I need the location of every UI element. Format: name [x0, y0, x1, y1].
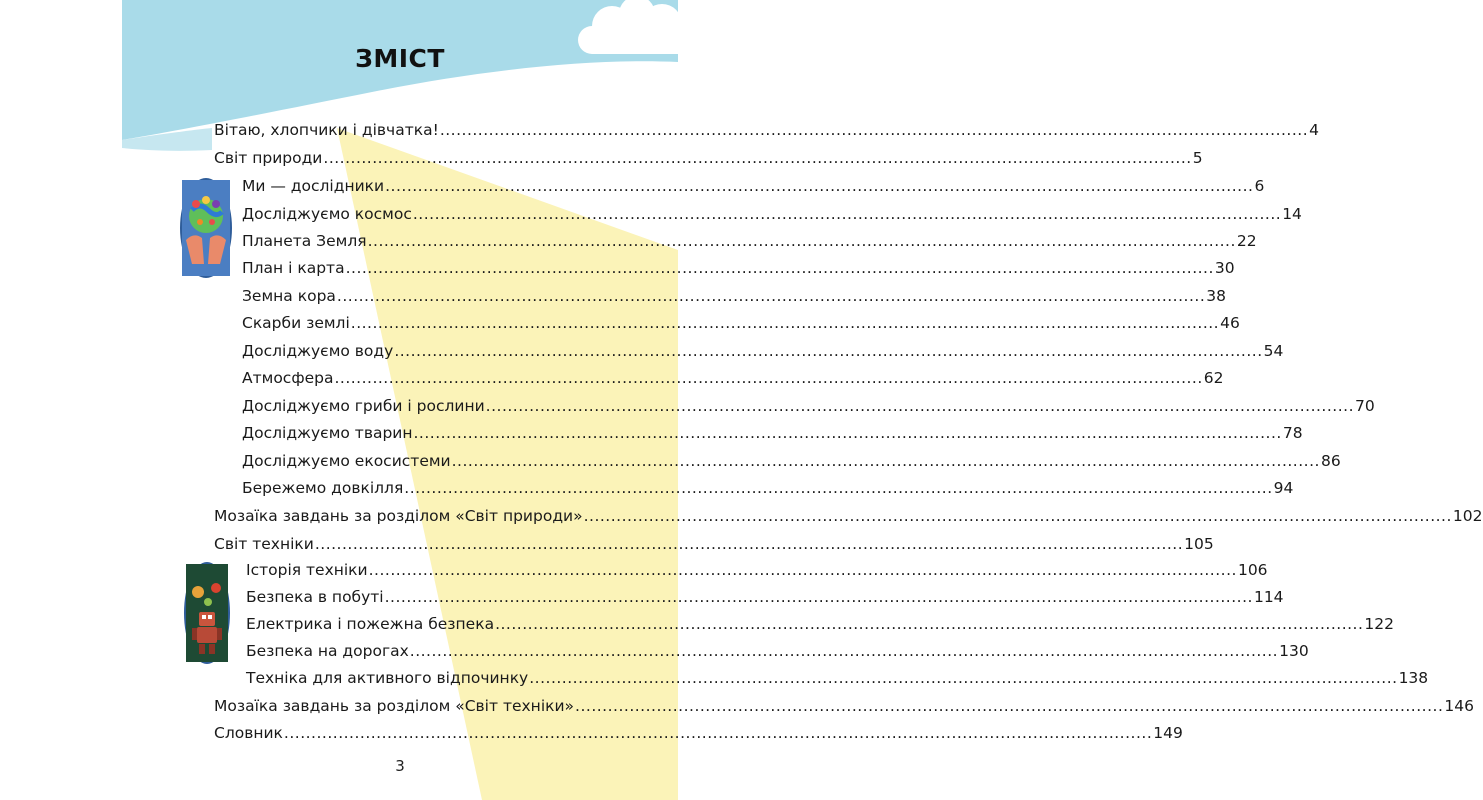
toc-entry [214, 120, 1320, 140]
toc-leader-dots: ................................................................................................................................................................ [412, 205, 1282, 223]
toc-entry [246, 587, 1284, 607]
toc-entry [246, 641, 1309, 661]
toc-entry-label: Планета Земля [242, 232, 367, 250]
book-page [122, 0, 1483, 800]
toc-leader-dots: ................................................................................................................................................................ [451, 452, 1320, 470]
toc-leader-dots: ................................................................................................................................................................ [385, 177, 1254, 195]
toc-entry-page: 46 [1220, 314, 1240, 332]
toc-leader-dots: ................................................................................................................................................................ [336, 287, 1206, 305]
toc-leader-dots: ................................................................................................................................................................ [485, 397, 1354, 415]
toc-entry-page: 102 [1452, 507, 1483, 525]
toc-entry-label: Мозаїка завдань за розділом «Світ техніки» [214, 697, 575, 715]
toc-leader-dots: ................................................................................................................................................................ [350, 314, 1220, 332]
toc-entry-page: 22 [1236, 232, 1257, 250]
toc-entry-label: Електрика і пожежна безпека [246, 615, 495, 633]
tech-illustration [184, 562, 230, 664]
toc-leader-dots: ................................................................................................................................................................ [314, 535, 1184, 553]
toc-entry [242, 204, 1302, 224]
page-number: 3 [395, 757, 405, 775]
toc-entry-label: Досліджуємо космос [242, 205, 412, 223]
toc-entry-page: 130 [1279, 642, 1309, 660]
toc-leader-dots: ................................................................................................................................................................ [529, 669, 1398, 687]
toc-entry [242, 313, 1240, 333]
toc-entry [214, 148, 1203, 168]
toc-entry-page: 149 [1153, 724, 1183, 742]
toc-entry [242, 286, 1226, 306]
toc-entry-label: Досліджуємо екосистеми [242, 452, 451, 470]
toc-leader-dots: ................................................................................................................................................................ [367, 232, 1236, 250]
toc-leader-dots: ................................................................................................................................................................ [323, 149, 1192, 167]
toc-leader-dots: ................................................................................................................................................................ [439, 121, 1309, 139]
toc-leader-dots: ................................................................................................................................................................ [283, 724, 1153, 742]
nature-illustration [180, 178, 232, 278]
toc-entry-page: 54 [1263, 342, 1284, 360]
toc-entry-page: 122 [1364, 615, 1394, 633]
toc-entry-page: 6 [1254, 177, 1265, 195]
toc-entry-label: Досліджуємо тварин [242, 424, 413, 442]
toc-entry-label: Скарби землі [242, 314, 350, 332]
toc-leader-dots: ................................................................................................................................................................ [409, 642, 1279, 660]
toc-entry-label: Історія техніки [246, 561, 368, 579]
toc-entry-page: 146 [1444, 697, 1474, 715]
toc-entry [242, 368, 1224, 388]
toc-entry-page: 105 [1184, 535, 1214, 553]
toc-entry [214, 534, 1214, 554]
toc-entry-label: Мозаїка завдань за розділом «Світ природи» [214, 507, 583, 525]
toc-entry [246, 614, 1394, 634]
robot-gears-icon [186, 564, 228, 662]
toc-leader-dots: ................................................................................................................................................................ [394, 342, 1263, 360]
toc-entry-page: 138 [1398, 669, 1429, 687]
toc-leader-dots: ................................................................................................................................................................ [384, 588, 1253, 606]
globe-children-hands-icon [182, 180, 230, 276]
toc-entry [214, 723, 1183, 743]
toc-leader-dots: ................................................................................................................................................................ [368, 561, 1237, 579]
toc-entry [242, 341, 1284, 361]
toc-entry [242, 258, 1235, 278]
toc-leader-dots: ................................................................................................................................................................ [404, 479, 1273, 497]
toc-entry-label: Вітаю, хлопчики і дівчатка! [214, 121, 439, 139]
toc-entry-page: 62 [1203, 369, 1224, 387]
toc-entry-label: План і карта [242, 259, 345, 277]
toc-entry-label: Безпека в побуті [246, 588, 384, 606]
toc-entry-label: Словник [214, 724, 283, 742]
toc-entry-page: 4 [1309, 121, 1320, 139]
toc-entry-label: Безпека на дорогах [246, 642, 409, 660]
toc-entry [246, 668, 1429, 688]
toc-entry-label: Земна кора [242, 287, 336, 305]
toc-entry-label: Ми — дослідники [242, 177, 385, 195]
toc-entry-page: 5 [1192, 149, 1203, 167]
toc-entry-label: Атмосфера [242, 369, 334, 387]
toc-entry-label: Бережемо довкілля [242, 479, 404, 497]
toc-entry [242, 423, 1303, 443]
toc-entry-label: Техніка для активного відпочинку [246, 669, 529, 687]
toc-entry-page: 86 [1320, 452, 1341, 470]
toc-entry [242, 231, 1257, 251]
toc-entry-page: 30 [1214, 259, 1235, 277]
toc-leader-dots: ................................................................................................................................................................ [575, 697, 1444, 715]
toc-entry-page: 106 [1237, 561, 1268, 579]
toc-entry-page: 78 [1282, 424, 1303, 442]
toc-entry-label: Досліджуємо воду [242, 342, 394, 360]
toc-entry [214, 696, 1474, 716]
toc-entry [246, 560, 1268, 580]
toc-leader-dots: ................................................................................................................................................................ [345, 259, 1214, 277]
toc-entry [242, 176, 1265, 196]
toc-entry-label: Світ природи [214, 149, 323, 167]
toc-entry-page: 70 [1355, 397, 1375, 415]
toc-leader-dots: ................................................................................................................................................................ [413, 424, 1282, 442]
toc-entry [214, 506, 1483, 526]
toc-entry [242, 451, 1341, 471]
toc-entry-label: Досліджуємо гриби і рослини [242, 397, 485, 415]
toc-entry [242, 396, 1375, 416]
toc-entry-page: 114 [1253, 588, 1284, 606]
toc-entry-page: 14 [1282, 205, 1302, 223]
toc-entry-page: 94 [1273, 479, 1294, 497]
toc-entry-page: 38 [1206, 287, 1226, 305]
toc-leader-dots: ................................................................................................................................................................ [334, 369, 1203, 387]
toc-leader-dots: ................................................................................................................................................................ [495, 615, 1364, 633]
toc-entry-label: Світ техніки [214, 535, 314, 553]
page-title: ЗМІСТ [355, 44, 445, 73]
toc-entry [242, 478, 1294, 498]
toc-leader-dots: ................................................................................................................................................................ [583, 507, 1452, 525]
